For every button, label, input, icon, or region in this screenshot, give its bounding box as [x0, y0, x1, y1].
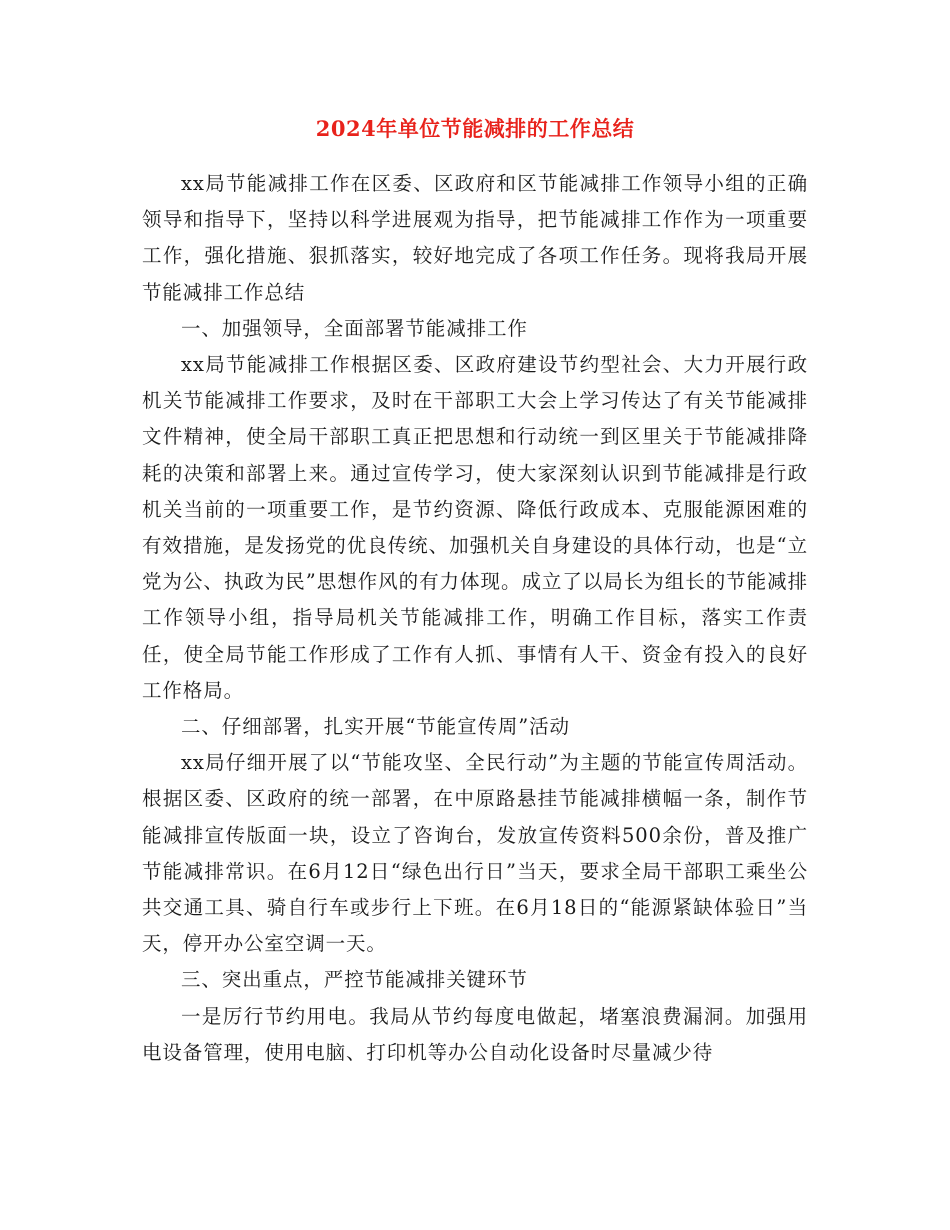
document-title: 2024年单位节能减排的工作总结	[315, 116, 635, 141]
section-heading-3: 三、突出重点，严控节能减排关键环节	[181, 968, 528, 992]
section-2-paragraph: xx局仔细开展了以“节能攻坚、全民行动”为主题的节能宣传周活动。根据区委、区政府的统一部署，在中原路悬挂节能减排横幅一条，制作节能减排宣传版面一块，设立了咨询台，发放宣传资料500余份，普及推广节能减排常识。在6月12日“绿色出行日”当天，要求全局干部职工乘坐公共交通工具、骑自行车或步行上下班。在6月18日的“能源紧缺体验日”当天，停开办公室空调一天。	[142, 751, 808, 956]
section-heading-1: 一、加强领导，全面部署节能减排工作	[181, 316, 528, 340]
section-heading-2: 二、仔细部署，扎实开展“节能宣传周”活动	[181, 715, 570, 739]
intro-paragraph: xx局节能减排工作在区委、区政府和区节能减排工作领导小组的正确领导和指导下，坚持以科学进展观为指导，把节能减排工作作为一项重要工作，强化措施、狠抓落实，较好地完成了各项工作任务。现将我局开展节能减排工作总结	[142, 172, 808, 304]
section-3-paragraph: 一是厉行节约用电。我局从节约每度电做起，堵塞浪费漏洞。加强用电设备管理，使用电脑、打印机等办公自动化设备时尽量减少待	[142, 1004, 808, 1064]
section-1-paragraph: xx局节能减排工作根据区委、区政府建设节约型社会、大力开展行政机关节能减排工作要求，及时在干部职工大会上学习传达了有关节能减排文件精神，使全局干部职工真正把思想和行动统一到区里关于节能减排降耗的决策和部署上来。通过宣传学习，使大家深刻认识到节能减排是行政机关当前的一项重要工作，是节约资源、降低行政成本、克服能源困难的有效措施，是发扬党的优良传统、加强机关自身建设的具体行动，也是“立党为公、执政为民”思想作风的有力体现。成立了以局长为组长的节能减排工作领导小组，指导局机关节能减排工作，明确工作目标，落实工作责任，使全局节能工作形成了工作有人抓、事情有人干、资金有投入的良好工作格局。	[142, 353, 808, 702]
